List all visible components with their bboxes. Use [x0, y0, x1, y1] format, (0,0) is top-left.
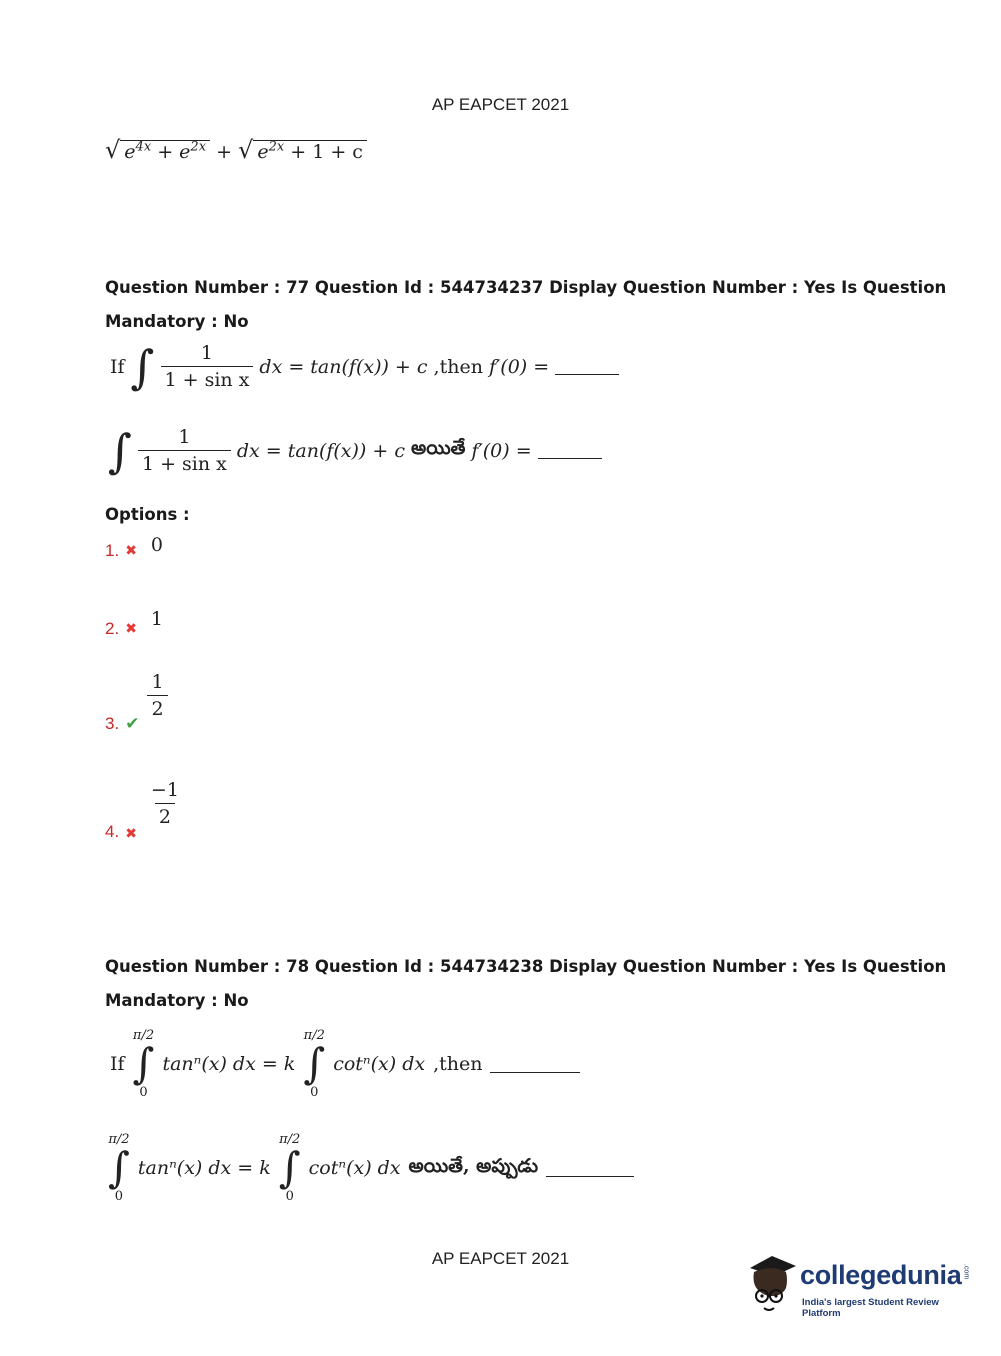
sqrt-symbol: √: [105, 136, 121, 164]
upper-limit: π/2: [303, 1028, 325, 1043]
integral-rhs: dx = tan(f(x)) + c: [259, 355, 428, 378]
exponent: 4x: [135, 139, 152, 155]
option-2: [105, 608, 164, 640]
upper-limit: π/2: [279, 1132, 301, 1147]
page-footer: AP EAPCET 2021: [431, 1249, 570, 1268]
options-label: Options :: [105, 505, 190, 524]
upper-limit: π/2: [108, 1132, 130, 1147]
option-value: 0: [150, 534, 164, 556]
integral-lhs: tanⁿ(x) dx = k: [162, 1053, 296, 1075]
page-header: AP EAPCET 2021: [431, 95, 570, 114]
q77-statement-english: [110, 339, 619, 394]
check-icon: ✔: [125, 714, 140, 734]
definite-integral: [303, 1028, 325, 1100]
lower-limit: 0: [285, 1189, 294, 1204]
integral-sign: ∫: [108, 1143, 130, 1192]
integral-sign: ∫: [278, 1143, 301, 1192]
collegedunia-logo[interactable]: [742, 1250, 970, 1319]
option-number: 3.: [105, 714, 120, 733]
logo-tagline: India's largest Student Review Platform: [802, 1297, 939, 1319]
if-word: If: [110, 1053, 125, 1075]
definite-integral: [133, 1028, 155, 1100]
q78-statement-telugu: [108, 1132, 634, 1204]
plus-sign: +: [216, 141, 232, 163]
sqrt-symbol: √: [238, 136, 254, 164]
option-1: [105, 534, 164, 562]
expression-tail: + 1 + c: [290, 141, 363, 163]
answer-blank: [555, 358, 619, 375]
integral-sign: ∫: [303, 1039, 326, 1088]
logo-name: collegedunia: [800, 1260, 962, 1290]
denominator: 2: [147, 695, 167, 720]
integral-sign: ∫: [130, 339, 155, 394]
then-word: ,then: [433, 1053, 483, 1075]
integral-sign: ∫: [132, 1039, 155, 1088]
student-mascot-icon: [742, 1250, 802, 1314]
term-e: e: [124, 141, 136, 163]
term-e: e: [257, 141, 269, 163]
lower-limit: 0: [310, 1085, 319, 1100]
exponent: 2x: [268, 139, 285, 155]
integral-rhs: dx = tan(f(x)) + c: [236, 439, 405, 462]
option-number: 4.: [105, 822, 120, 841]
ask-expression: f′(0) =: [471, 439, 532, 462]
option-value: 1: [150, 608, 164, 630]
then-word: ,then: [433, 355, 483, 378]
q78-meta-line1: Question Number : 78 Question Id : 544734238 Display Question Number : Yes Is Question: [105, 957, 947, 976]
logo-suffix: .com: [962, 1264, 970, 1280]
option-3: [105, 671, 168, 734]
option-number: 1.: [105, 541, 120, 560]
then-word-telugu: అయితే, అప్పుడు: [408, 1154, 539, 1177]
numerator: 1: [151, 671, 164, 693]
q77-meta-line1: Question Number : 77 Question Id : 544734237 Display Question Number : Yes Is Question: [105, 278, 947, 297]
option-4: [105, 779, 183, 842]
option-value-fraction: [147, 671, 167, 720]
q78-statement-english: [110, 1028, 580, 1100]
upper-limit: π/2: [132, 1028, 155, 1043]
lower-limit: 0: [139, 1085, 148, 1100]
q77-meta-line2: Mandatory : No: [105, 312, 249, 331]
integral-lhs: tanⁿ(x) dx = k: [137, 1157, 271, 1179]
answer-blank: [546, 1160, 634, 1177]
option-value-fraction: [147, 779, 183, 828]
numerator: 1: [178, 426, 191, 448]
answer-blank: [490, 1056, 580, 1073]
plus-sign: +: [157, 141, 174, 163]
cross-icon: ✖: [125, 621, 137, 637]
integral-rhs: cotⁿ(x) dx: [333, 1053, 426, 1075]
q77-statement-telugu: [108, 423, 602, 478]
term-e: e: [179, 141, 191, 163]
exponent: 2x: [190, 139, 207, 155]
definite-integral: [279, 1132, 301, 1204]
answer-blank: [538, 442, 602, 459]
fraction: [161, 342, 254, 391]
then-word-telugu: అయితే: [411, 437, 466, 459]
denominator: 1 + sin x: [161, 366, 254, 391]
numerator: 1: [200, 342, 214, 364]
cross-icon: ✖: [125, 826, 137, 842]
lower-limit: 0: [114, 1189, 124, 1204]
definite-integral: [108, 1132, 130, 1204]
if-word: If: [110, 355, 125, 378]
cross-icon: ✖: [125, 543, 137, 559]
integral-rhs: cotⁿ(x) dx: [308, 1157, 401, 1179]
denominator: 2: [155, 803, 175, 828]
numerator: −1: [150, 779, 179, 801]
fraction: [138, 426, 231, 475]
denominator: 1 + sin x: [138, 450, 231, 475]
ask-expression: f′(0) =: [488, 355, 550, 378]
integral-sign: ∫: [108, 423, 132, 478]
previous-answer-expression: [105, 136, 367, 164]
q78-meta-line2: Mandatory : No: [105, 991, 249, 1010]
option-number: 2.: [105, 619, 120, 638]
